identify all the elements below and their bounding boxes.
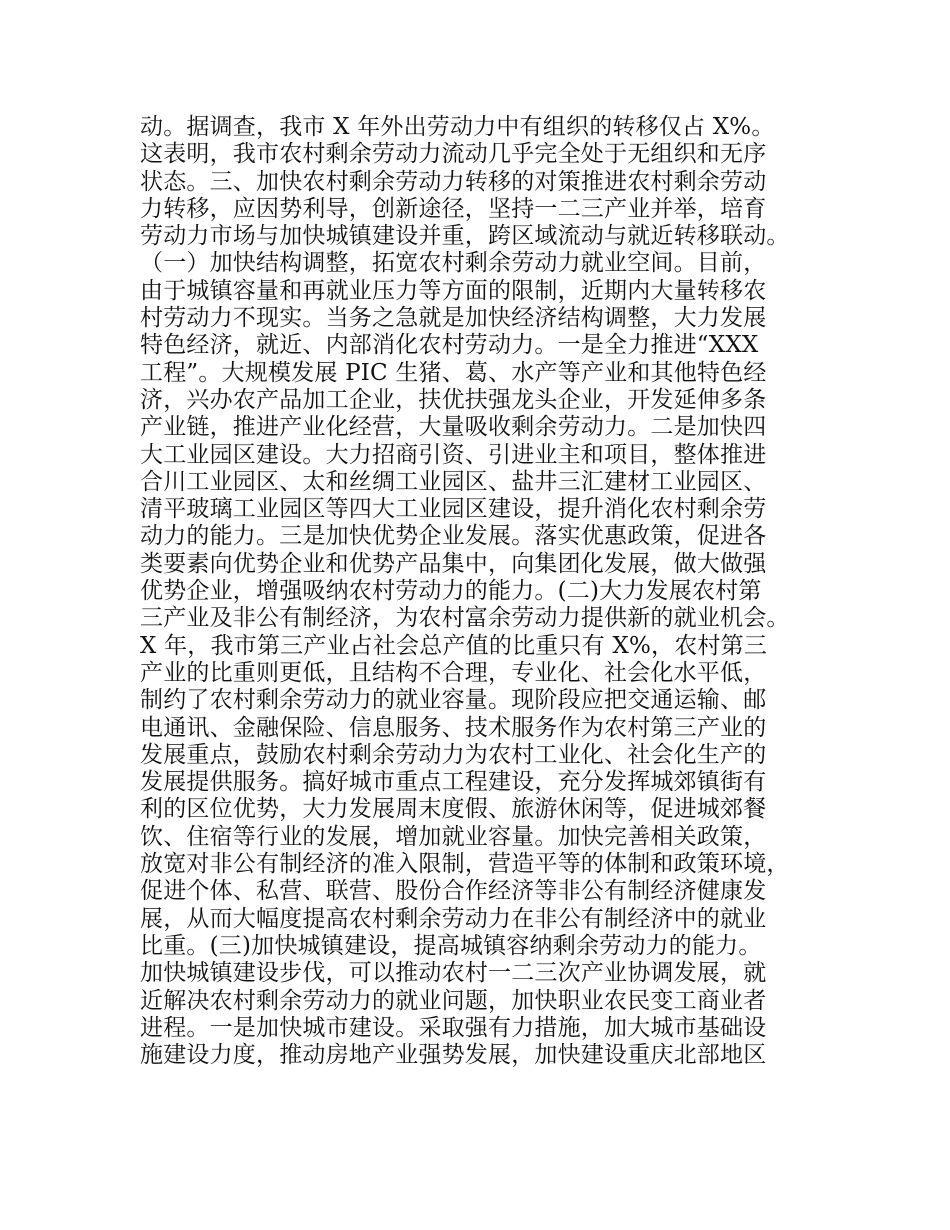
text-line: 近解决农村剩余劳动力的就业问题，加快职业农民变工商业者 (140, 987, 767, 1014)
text-line: 力转移，应因势利导，创新途径，坚持一二三产业并举，培育 (140, 195, 767, 222)
text-line: 特色经济，就近、内部消化农村劳动力。一是全力推进“XXX (140, 332, 759, 359)
text-line: 状态。三、加快农村剩余劳动力转移的对策推进农村剩余劳动 (140, 168, 767, 195)
text-line: 优势企业，增强吸纳农村劳动力的能力。(二)大力发展农村第 (140, 578, 762, 605)
text-line: 三产业及非公有制经济，为农村富余劳动力提供新的就业机会。 (140, 605, 790, 632)
text-line: 济，兴办农产品加工企业，扶优扶强龙头企业，开发延伸多条 (140, 386, 767, 413)
text-line: 村劳动力不现实。当务之急就是加快经济结构调整，大力发展 (140, 305, 767, 332)
text-line: 促进个体、私营、联营、股份合作经济等非公有制经济健康发 (140, 878, 767, 905)
text-line: 施建设力度，推动房地产业强势发展，加快建设重庆北部地区 (140, 1042, 767, 1069)
text-line: （一）加快结构调整，拓宽农村剩余劳动力就业空间。目前， (140, 250, 767, 277)
text-line: 工程”。大规模发展 PIC 生猪、葛、水产等产业和其他特色经 (140, 359, 767, 386)
text-line: 动力的能力。三是加快优势企业发展。落实优惠政策，促进各 (140, 523, 767, 550)
text-line: 发展提供服务。搞好城市重点工程建设，充分发挥城郊镇街有 (140, 769, 767, 796)
text-line: X 年，我市第三产业占社会总产值的比重只有 X%，农村第三 (140, 632, 768, 659)
text-line: 比重。(三)加快城镇建设，提高城镇容纳剩余劳动力的能力。 (140, 932, 762, 959)
text-line: 大工业园区建设。大力招商引资、引进业主和项目，整体推进 (140, 441, 767, 468)
text-line: 产业的比重则更低，且结构不合理，专业化、社会化水平低， (140, 659, 767, 686)
text-line: 放宽对非公有制经济的准入限制，营造平等的体制和政策环境， (140, 851, 790, 878)
text-line: 这表明，我市农村剩余劳动力流动几乎完全处于无组织和无序 (140, 141, 767, 168)
text-line: 动。据调查，我市 X 年外出劳动力中有组织的转移仅占 X%。 (140, 114, 775, 140)
text-line: 由于城镇容量和再就业压力等方面的限制，近期内大量转移农 (140, 277, 767, 304)
text-line: 加快城镇建设步伐，可以推动农村一二三次产业协调发展，就 (140, 960, 767, 987)
text-line: 制约了农村剩余劳动力的就业容量。现阶段应把交通运输、邮 (140, 687, 767, 714)
text-line: 清平玻璃工业园区等四大工业园区建设，提升消化农村剩余劳 (140, 496, 767, 523)
text-line: 发展重点，鼓励农村剩余劳动力为农村工业化、社会化生产的 (140, 741, 767, 768)
text-line: 电通讯、金融保险、信息服务、技术服务作为农村第三产业的 (140, 714, 767, 741)
text-line: 展，从而大幅度提高农村剩余劳动力在非公有制经济中的就业 (140, 905, 767, 932)
text-line: 利的区位优势，大力发展周末度假、旅游休闲等，促进城郊餐 (140, 796, 767, 823)
text-line: 劳动力市场与加快城镇建设并重，跨区域流动与就近转移联动。 (140, 223, 790, 250)
text-line: 类要素向优势企业和优势产品集中，向集团化发展，做大做强 (140, 550, 767, 577)
text-line: 产业链，推进产业化经营，大量吸收剩余劳动力。二是加快四 (140, 414, 767, 441)
text-line: 合川工业园区、太和丝绸工业园区、盐井三汇建材工业园区、 (140, 468, 767, 495)
body-text (140, 114, 830, 1069)
text-line: 饮、住宿等行业的发展，增加就业容量。加快完善相关政策， (140, 823, 767, 850)
text-line: 进程。一是加快城市建设。采取强有力措施，加大城市基础设 (140, 1014, 767, 1041)
